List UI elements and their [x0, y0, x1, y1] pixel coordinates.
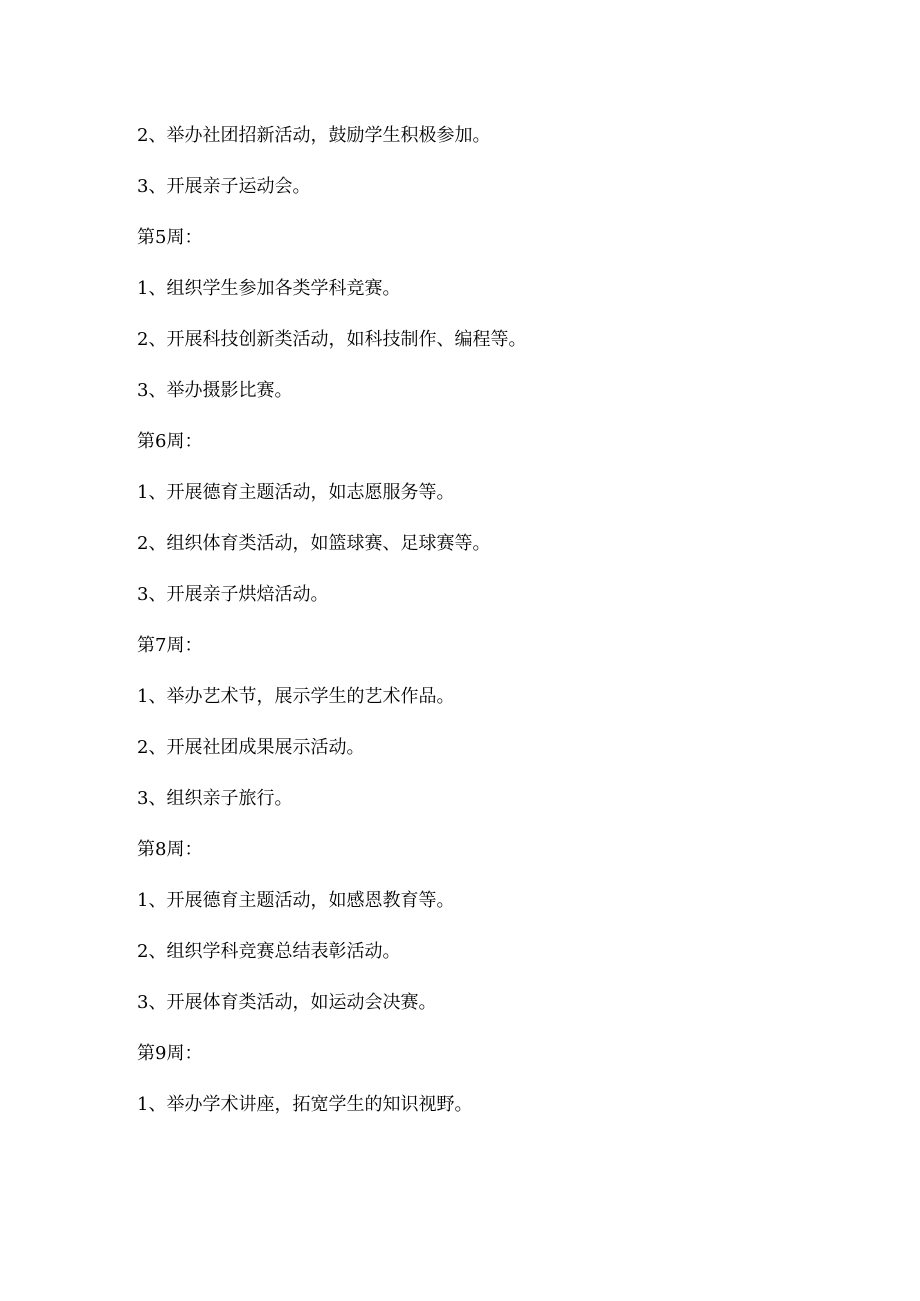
list-item: 1、组织学生参加各类学科竞赛。: [137, 278, 401, 299]
week-heading: 第9周：: [137, 1043, 203, 1064]
list-item: 2、开展社团成果展示活动。: [137, 737, 365, 758]
list-item: 2、组织学科竞赛总结表彰活动。: [137, 941, 401, 962]
list-item: 1、开展德育主题活动，如志愿服务等。: [137, 482, 455, 503]
week-heading: 第5周：: [137, 227, 203, 248]
list-item: 2、举办社团招新活动，鼓励学生积极参加。: [137, 125, 491, 146]
list-item: 3、开展亲子烘焙活动。: [137, 584, 329, 605]
list-item: 3、开展体育类活动，如运动会决赛。: [137, 992, 437, 1013]
list-item: 1、开展德育主题活动，如感恩教育等。: [137, 890, 455, 911]
document-body: [137, 118, 837, 1138]
week-heading: 第7周：: [137, 635, 203, 656]
list-item: 1、举办学术讲座，拓宽学生的知识视野。: [137, 1094, 473, 1115]
list-item: 1、举办艺术节，展示学生的艺术作品。: [137, 686, 455, 707]
list-item: 3、开展亲子运动会。: [137, 176, 311, 197]
week-heading: 第8周：: [137, 839, 203, 860]
list-item: 3、举办摄影比赛。: [137, 380, 293, 401]
list-item: 2、组织体育类活动，如篮球赛、足球赛等。: [137, 533, 491, 554]
week-heading: 第6周：: [137, 431, 203, 452]
list-item: 2、开展科技创新类活动，如科技制作、编程等。: [137, 329, 527, 350]
list-item: 3、组织亲子旅行。: [137, 788, 293, 809]
